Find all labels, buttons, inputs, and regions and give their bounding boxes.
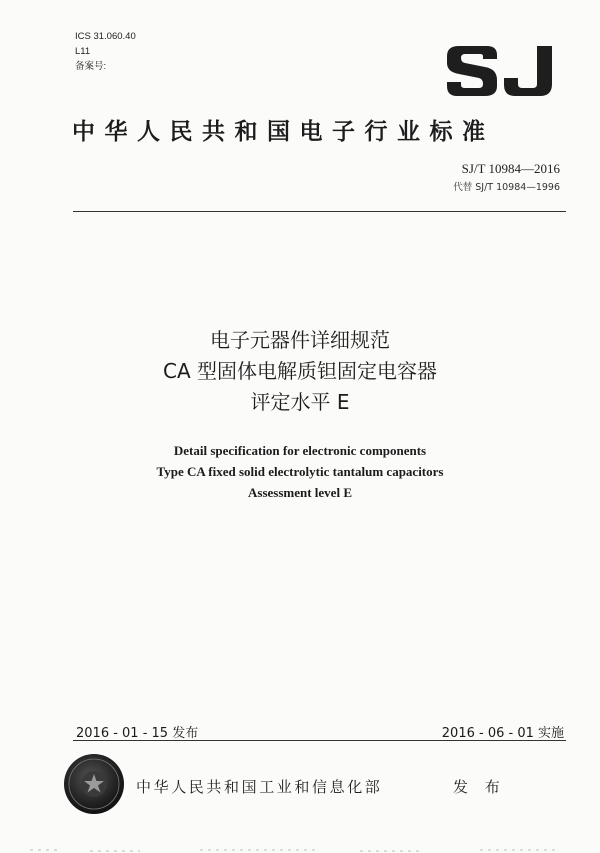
classification-code: L11 (75, 46, 91, 57)
filing-label: 备案号: (75, 61, 107, 72)
english-title-line-2: Type CA fixed solid electrolytic tantalum capacitors (156, 464, 444, 479)
english-title-line-3: Assessment level E (248, 485, 352, 500)
ics-code: ICS 31.060.40 (75, 31, 136, 42)
chinese-title (0, 325, 600, 418)
issuing-authority: 中华人民共和国工业和信息化部 (136, 778, 383, 796)
scan-artifact (0, 846, 600, 853)
official-seal-icon (62, 752, 126, 816)
replaces-standard: 代替 SJ/T 10984—1996 (453, 182, 560, 193)
header-divider (73, 211, 566, 212)
english-title-line-1: Detail specification for electronic components (173, 443, 427, 458)
industry-standard-title: 中华人民共和国电子行业标准 (72, 119, 495, 145)
effective-date: 2016 - 06 - 01 实施 (441, 726, 564, 741)
english-title (0, 440, 600, 503)
chinese-title-line-2: CA 型固体电解质钽固定电容器 (162, 359, 437, 383)
standard-number: SJ/T 10984—2016 (461, 161, 560, 176)
header-metadata (75, 29, 136, 74)
issue-label: 发 布 (453, 778, 506, 796)
footer-divider (73, 740, 566, 741)
publish-date: 2016 - 01 - 15 发布 (76, 726, 199, 741)
sj-logo (441, 42, 561, 100)
chinese-title-line-1: 电子元器件详细规范 (210, 328, 390, 352)
standard-number-block (453, 161, 560, 193)
chinese-title-line-3: 评定水平 E (250, 390, 350, 414)
